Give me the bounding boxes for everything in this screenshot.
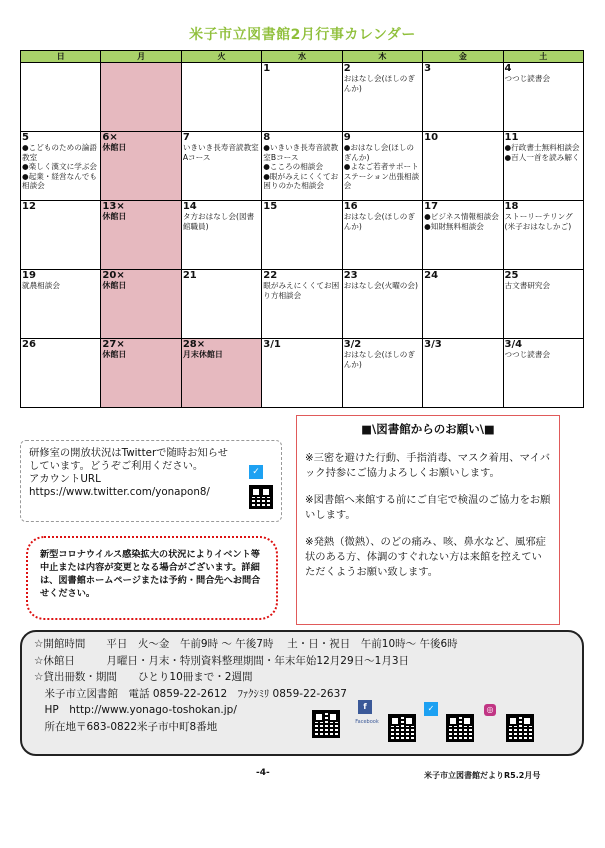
request-symptoms: ※発熱（微熱）、のどの痛み、咳、鼻水など、風邪症状のある方、体調のすぐれない方は来館を控えていただくようお願い致します。 <box>305 536 546 578</box>
calendar-event: ●眼がみえにくくてお困りのかた相談会 <box>263 171 339 191</box>
calendar-event: ●ビジネス情報相談会 <box>424 212 499 221</box>
calendar-event: ●知財無料相談会 <box>424 221 484 231</box>
calendar-day-cell <box>423 339 503 408</box>
calendar-event: ●よなご若者サポートステーション出張相談会 <box>343 162 420 191</box>
calendar-day-cell <box>101 201 181 270</box>
page-title: 米子市立図書館2月行事カレンダー <box>189 27 416 43</box>
library-info-box <box>20 630 584 756</box>
instagram-icon: ◎ <box>484 704 496 716</box>
day-number: 27× <box>102 339 125 350</box>
day-number: 24 <box>424 270 439 281</box>
weekday-header: 火 <box>181 51 261 63</box>
day-number: 15 <box>263 201 278 212</box>
calendar-event: ●こころの相談会 <box>263 162 324 172</box>
calendar-event: ●おはなし会(ほしのぎんか) <box>343 143 415 162</box>
closed-label: 休館日 <box>102 350 127 359</box>
contact-phone: 米子市立図書館 電話 0859-22-2612 ﾌｧｸｼﾐﾘ 0859-22-2637 <box>34 687 347 700</box>
instagram-qr-code <box>506 714 534 742</box>
day-number: 9 <box>343 132 351 143</box>
day-number: 3/1 <box>263 339 281 350</box>
calendar-event: ●いきいき長寿音読教室Bコース <box>263 143 339 162</box>
opening-hours: ☆開館時間 平日 火～金 午前9時 ～ 午後7時 土・日・祝日 午前10時～ 午後6時 <box>34 638 458 650</box>
calendar-event: おはなし会(ほしのぎんか) <box>343 74 415 93</box>
footer-issue: 米子市立図書館だよりR5.2月号 <box>424 771 541 780</box>
covid-notice: 新型コロナウイルス感染拡大の状況によりイベント等中止または内容が変更となる場合がございます。詳細は、図書館ホームページまたは予約・問合先へお問合せください。 <box>26 536 278 620</box>
facebook-icon: f <box>358 700 372 714</box>
calendar-event: いきいき長寿音読教室Aコース <box>182 143 259 162</box>
weekday-header: 水 <box>262 51 342 63</box>
day-number: 1 <box>263 63 271 74</box>
calendar-day-cell <box>342 201 422 270</box>
day-number: 23 <box>343 270 358 281</box>
calendar-day-cell <box>262 270 342 339</box>
facebook-qr-code <box>388 714 416 742</box>
day-number: 16 <box>343 201 358 212</box>
calendar-day-cell <box>262 132 342 201</box>
calendar-day-cell <box>101 270 181 339</box>
address: 所在地〒683-0822米子市中町8番地 <box>34 720 218 733</box>
day-number: 11 <box>504 132 519 143</box>
day-number: 28× <box>182 339 206 350</box>
calendar-day-cell <box>262 339 342 408</box>
calendar-day-cell <box>342 339 422 408</box>
twitter-line-1: 研修室の開放状況はTwitterで随時お知らせ <box>29 447 228 459</box>
calendar-day-cell <box>342 270 422 339</box>
day-number: 22 <box>263 270 278 281</box>
calendar-day-cell <box>21 339 101 408</box>
day-number: 20× <box>102 270 125 281</box>
day-number: 3/4 <box>504 339 523 350</box>
calendar-week-row <box>21 132 584 201</box>
calendar-week-row <box>21 339 584 408</box>
calendar-day-cell <box>21 132 101 201</box>
calendar-day-cell <box>21 270 101 339</box>
calendar-day-cell <box>503 201 583 270</box>
weekday-header: 金 <box>423 51 503 63</box>
weekday-header: 土 <box>503 51 583 63</box>
calendar-event: ●起業・経営なんでも相談会 <box>22 171 97 191</box>
day-number: 3/3 <box>424 339 442 350</box>
calendar-day-cell <box>21 201 101 270</box>
weekday-header: 日 <box>21 51 101 63</box>
twitter-notice <box>20 440 282 522</box>
calendar-week-row <box>21 201 584 270</box>
day-number: 3 <box>424 63 432 74</box>
day-number: 8 <box>263 132 271 143</box>
homepage-qr-code <box>312 710 340 738</box>
calendar-day-cell <box>181 201 261 270</box>
twitter-url-link[interactable]: https://www.twitter.com/yonapon8/ <box>29 486 210 498</box>
day-number: 21 <box>182 270 197 281</box>
calendar-week-row <box>21 270 584 339</box>
calendar-event: おはなし会(ほしのぎんか) <box>343 350 415 369</box>
calendar-event: ●百人一首を読み解く <box>504 152 580 162</box>
weekday-header: 月 <box>101 51 181 63</box>
facebook-label: Facebook <box>355 719 379 725</box>
library-request-box <box>296 415 560 625</box>
day-number: 4 <box>504 63 512 74</box>
day-number: 26 <box>22 339 36 350</box>
request-masks: ※三密を避けた行動、手指消毒、マスク着用、マイバック持参にご協力よろしくお願いします。 <box>305 452 551 479</box>
calendar-event: 就農相談会 <box>22 281 60 290</box>
loan-limit: ☆貸出冊数・期間 ひとり10冊まで・2週間 <box>34 671 253 683</box>
twitter-icon: ✓ <box>424 702 438 716</box>
calendar-day-cell <box>423 270 503 339</box>
twitter-qr-code <box>249 485 273 509</box>
day-number: 7 <box>182 132 190 143</box>
event-calendar <box>20 50 584 410</box>
calendar-event: おはなし会(ほしのぎんか) <box>343 212 415 231</box>
calendar-day-cell <box>423 63 503 132</box>
calendar-day-cell <box>101 339 181 408</box>
closed-label: 休館日 <box>102 143 127 152</box>
closed-days: ☆休館日 月曜日・月末・特別資料整理期間・年末年始12月29日～1月3日 <box>34 654 409 667</box>
calendar-event: ストーリーテリング(米子おはなしかご) <box>504 212 573 231</box>
calendar-event: ●こどものための論語教室 <box>22 143 97 162</box>
day-number: 18 <box>504 201 519 212</box>
calendar-day-cell <box>101 63 181 132</box>
day-number: 13× <box>102 201 125 212</box>
calendar-event: タ方おはなし会(図書館職員) <box>182 212 255 231</box>
calendar-event: 古文書研究会 <box>504 281 551 290</box>
calendar-week-row <box>21 63 584 132</box>
homepage-link[interactable]: HP http://www.yonago-toshokan.jp/ <box>34 704 237 716</box>
request-title: ■\図書館からのお願い\■ <box>361 422 495 436</box>
day-number: 19 <box>22 270 36 281</box>
calendar-day-cell <box>21 63 101 132</box>
twitter-qr-code-bottom <box>446 714 474 742</box>
day-number: 25 <box>504 270 519 281</box>
day-number: 10 <box>424 132 439 143</box>
calendar-event: ●行政書士無料相談会 <box>504 143 580 152</box>
day-number: 6× <box>102 132 118 143</box>
day-number: 17 <box>424 201 439 212</box>
calendar-day-cell <box>262 201 342 270</box>
day-number: 5 <box>22 132 29 143</box>
calendar-day-cell <box>503 339 583 408</box>
twitter-line-3: アカウントURL <box>29 473 101 485</box>
calendar-day-cell <box>181 63 261 132</box>
closed-label: 休館日 <box>102 212 127 221</box>
calendar-event: つつじ読書会 <box>504 350 551 359</box>
calendar-event: 眼がみえにくくてお困り方相談会 <box>263 281 340 300</box>
twitter-bird-icon: ✓ <box>249 465 263 479</box>
day-number: 14 <box>182 201 197 212</box>
calendar-day-cell <box>503 132 583 201</box>
day-number: 12 <box>22 201 36 212</box>
calendar-day-cell <box>342 63 422 132</box>
calendar-day-cell <box>181 132 261 201</box>
day-number: 2 <box>343 63 351 74</box>
twitter-line-2: しています。どうぞご利用ください。 <box>29 460 204 472</box>
calendar-day-cell <box>262 63 342 132</box>
calendar-day-cell <box>181 339 261 408</box>
calendar-day-cell <box>423 201 503 270</box>
calendar-day-cell <box>503 270 583 339</box>
calendar-day-cell <box>181 270 261 339</box>
weekday-header: 木 <box>342 51 422 63</box>
calendar-day-cell <box>503 63 583 132</box>
calendar-day-cell <box>342 132 422 201</box>
request-temperature: ※図書館へ来館する前にご自宅で検温のご協力をお願いします。 <box>305 494 551 521</box>
calendar-event: つつじ読書会 <box>504 74 551 83</box>
closed-label: 月末休館日 <box>182 350 223 359</box>
calendar-event: ●楽しく漢文に学ぶ会 <box>22 162 97 172</box>
calendar-day-cell <box>101 132 181 201</box>
calendar-grid <box>20 50 584 408</box>
calendar-day-cell <box>423 132 503 201</box>
page-number: -4- <box>256 768 270 778</box>
calendar-event: おはなし会(火曜の会) <box>343 281 418 290</box>
closed-label: 休館日 <box>102 281 127 290</box>
day-number: 3/2 <box>343 339 362 350</box>
